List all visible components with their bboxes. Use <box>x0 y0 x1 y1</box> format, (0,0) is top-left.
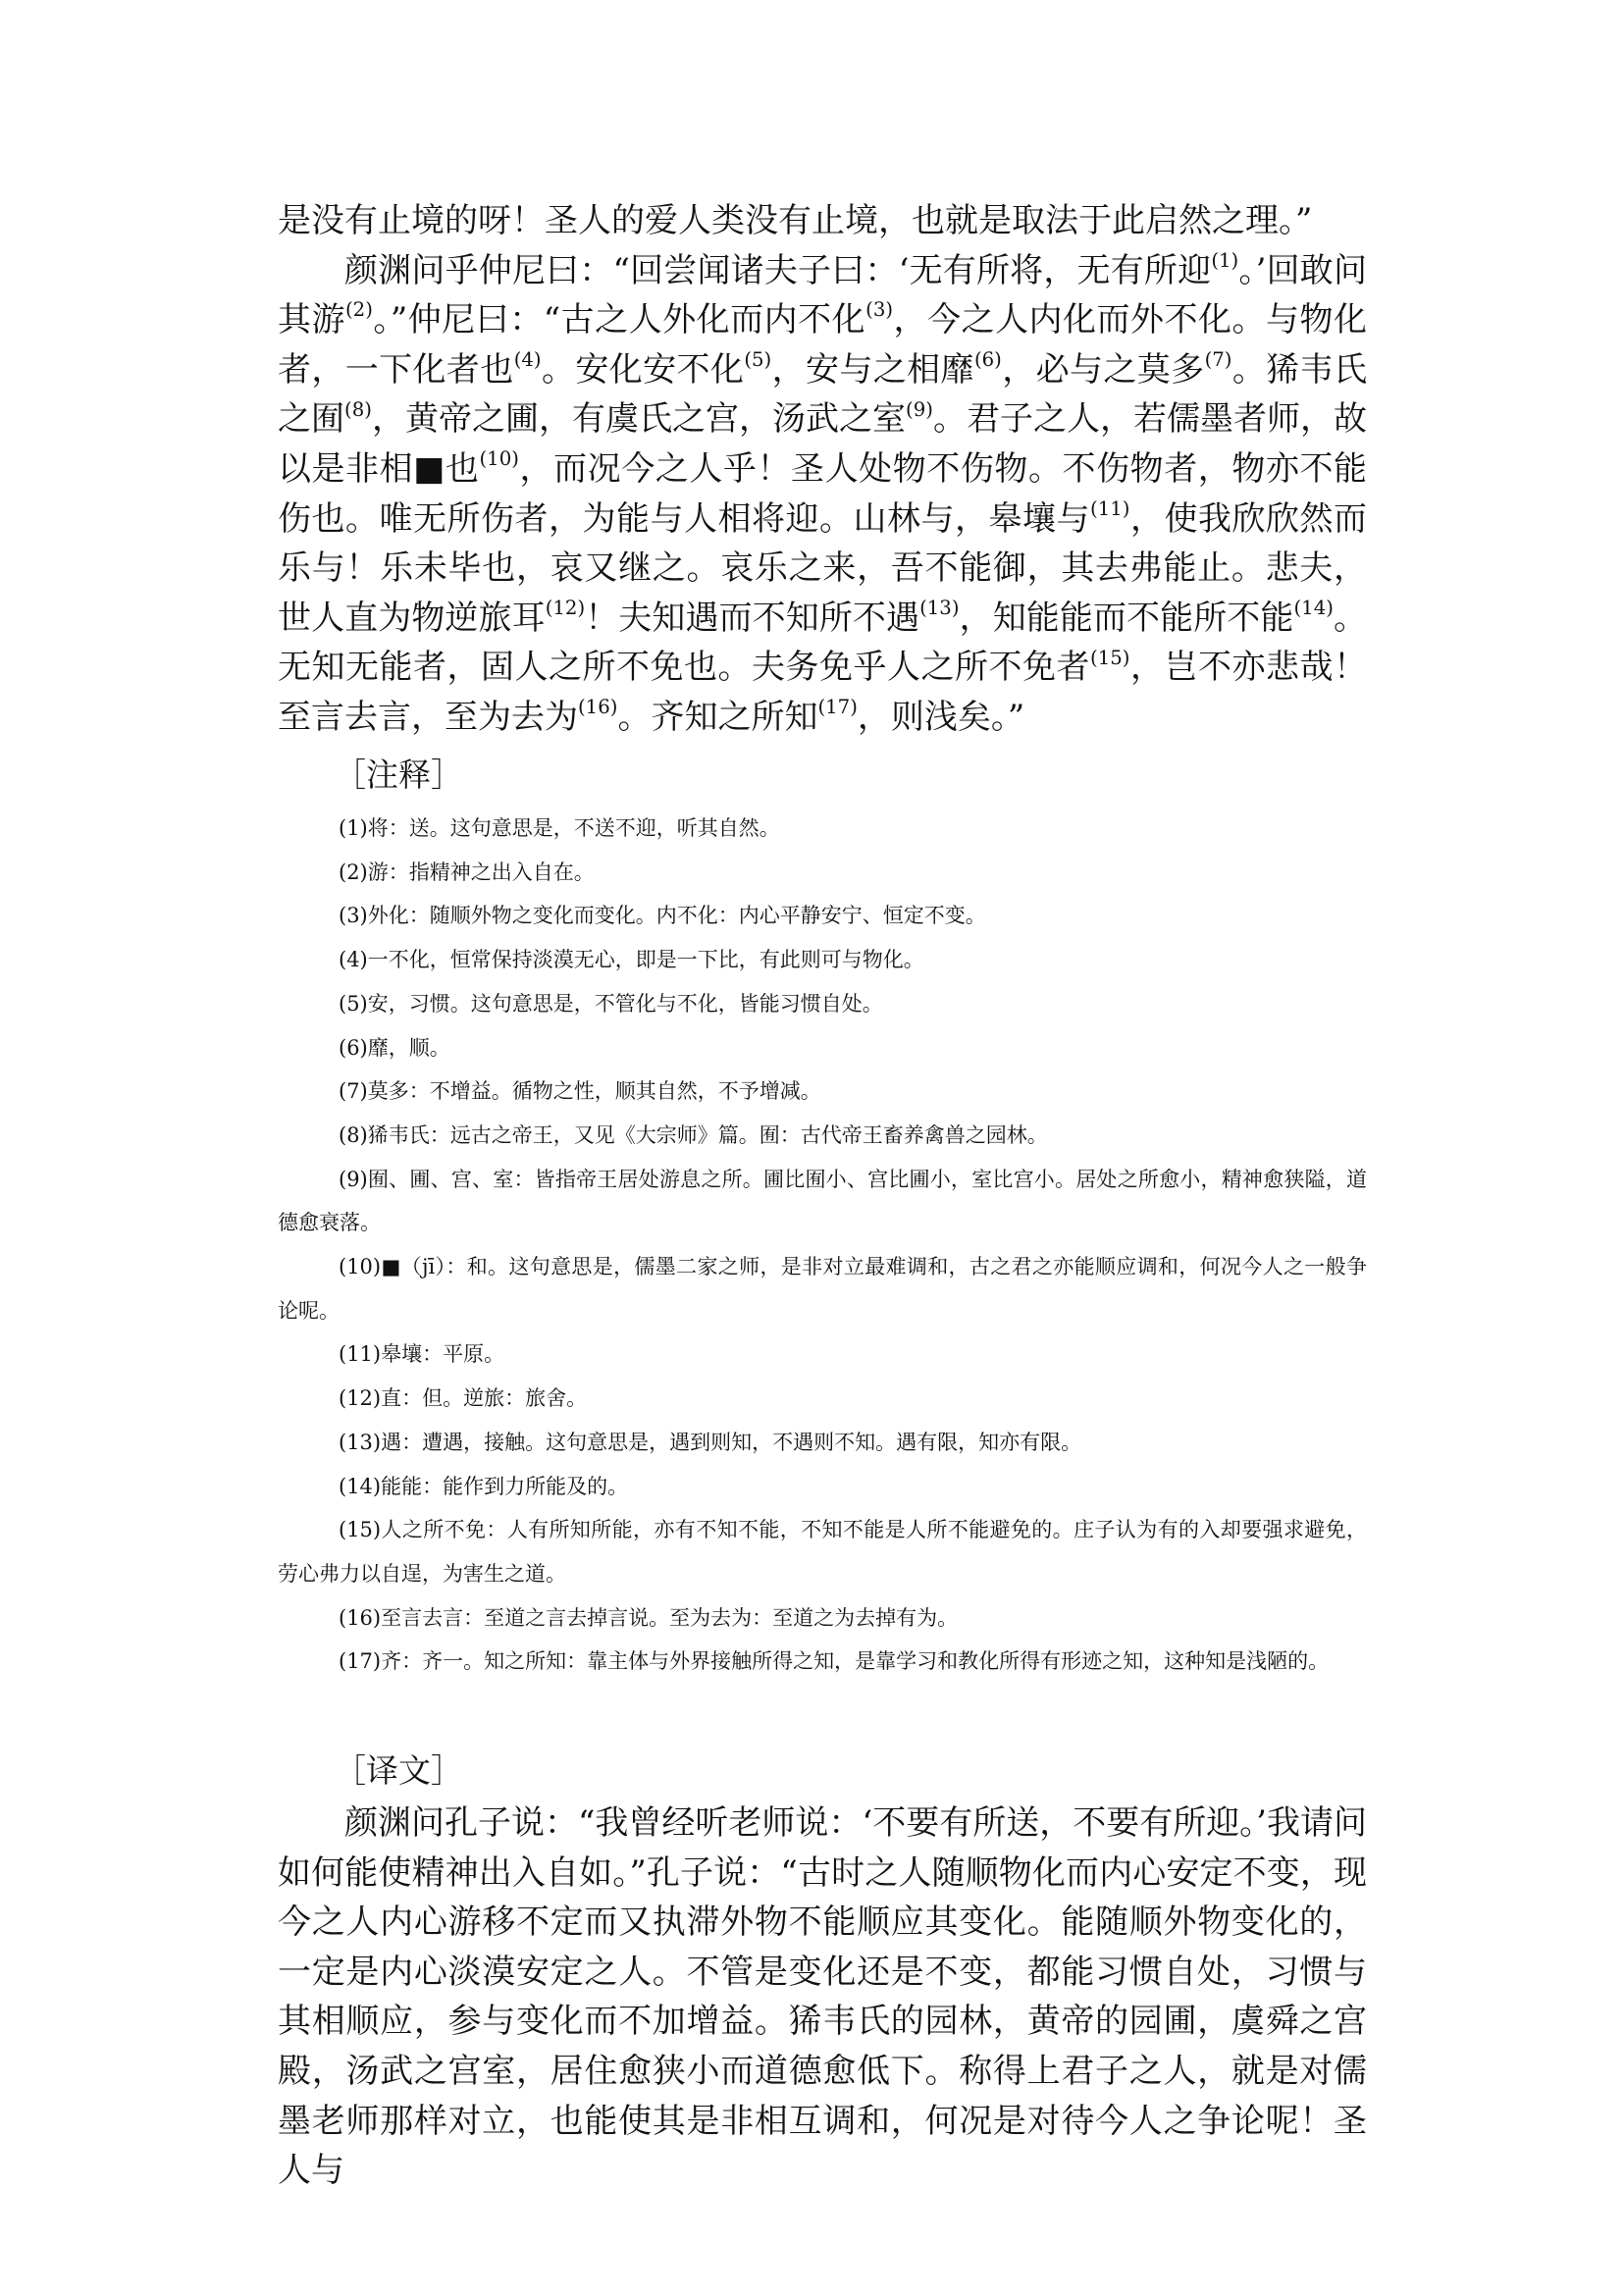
note-item: (13)遇：遭遇，接触。这句意思是，遇到则知，不遇则不知。遇有限，知亦有限。 <box>339 1430 1082 1454</box>
note-item: (15)人之所不免：人有所知所能，亦有不知不能，不知不能是人所不能避免的。庄子认为有的入却要强求避免，劳心弗力以自逞，为害生之道。 <box>278 1518 1367 1586</box>
note-item: (16)至言去言：至道之言去掉言说。至为去为：至道之为去掉有为。 <box>339 1605 959 1630</box>
note-item: (3)外化：随顺外物之变化而变化。内不化：内心平静安宁、恒定不变。 <box>339 904 986 928</box>
note-item: (10)■（jī）：和。这句意思是，儒墨二家之师，是非对立最难调和，古之君之亦能顺应调和，何况今人之一般争论呢。 <box>278 1255 1367 1323</box>
footnote-ref: (11) <box>1090 496 1130 520</box>
footnote-ref: (6) <box>973 348 1002 371</box>
translation-paragraph: 颜渊问孔子说：“我曾经听老师说：‘不要有所送，不要有所迎。’我请问如何能使精神出入自如。”孔子说：“古时之人随顺物化而内心安定不变，现今之人内心游移不定而又执滞外物不能顺应其变化。能随顺外物变化的，一定是内心淡漠安定之人。不管是变化还是不变，都能习惯自处，习惯与其相顺应，参与变化而不加增益。狶韦氏的园林，黄帝的园圃，虞舜之宫殿，汤武之宫室，居住愈狭小而道德愈低下。称得上君子之人，就是对儒墨老师那样对立，也能使其是非相互调和，何况是对待今人之争论呢！圣人与 <box>278 1803 1367 2191</box>
footnote-ref: (1) <box>1211 248 1239 272</box>
note-item: (8)狶韦氏：远古之帝王，又见《大宗师》篇。囿：古代帝王畜养禽兽之园林。 <box>339 1122 1048 1147</box>
footnote-ref: (5) <box>744 348 772 371</box>
footnote-ref: (14) <box>1293 596 1334 619</box>
footnote-ref: (2) <box>345 298 373 322</box>
note-item: (14)能能：能作到力所能及的。 <box>339 1474 629 1498</box>
note-item: (6)靡，顺。 <box>339 1035 450 1060</box>
passage <box>278 196 1367 743</box>
footnote-ref: (3) <box>865 298 894 322</box>
notes-list <box>278 807 1367 1684</box>
notes-heading: ［注释］ <box>334 756 463 794</box>
note-item: (2)游：指精神之出入自在。 <box>339 860 595 884</box>
footnote-ref: (7) <box>1204 348 1232 371</box>
translation-heading: ［译文］ <box>334 1751 463 1790</box>
footnote-ref: (4) <box>513 348 542 371</box>
note-item: (7)莫多：不增益。循物之性，顺其自然，不予增减。 <box>339 1079 821 1104</box>
note-item: (17)齐：齐一。知之所知：靠主体与外界接触所得之知，是靠学习和教化所得有形迹之知，这种知是浅陋的。 <box>339 1649 1330 1674</box>
passage-paragraph: 颜渊问乎仲尼曰：“回尝闻诸夫子曰：‘无有所将，无有所迎$^{(1)}$。’回敢问其游$^{(2)}$。”仲尼曰：“古之人外化而内不化$^{(3)}$，今之人内化而外不化。与物化者，一下化者也$^{(4)}$。安化安不化$^{(5)}$，安与之相靡$^{(6)}$，必与之莫多$^{(7)}$。狶韦氏之囿$^{(8)}$，黄帝之圃，有虞氏之宫，汤武之室$^{(9)}$。君子之人，若儒墨者师，故以是非相■也$^{(10)}$，而况今之人乎！圣人处物不伤物。不伤物者，物亦不能伤也。唯无所伤者，为能与人相将迎。山林与，皋壤与$^{(11)}$，使我欣欣然而乐与！乐未毕也，哀又继之。哀乐之来，吾不能御，其去弗能止。悲夫，世人直为物逆旅耳$^{(12)}$！夫知遇而不知所不遇$^{(13)}$，知能能而不能所不能$^{(14)}$。无知无能者，固人之所不免也。夫务免乎人之所不免者$^{(15)}$，岂不亦悲哉！至言去言，至为去为$^{(16)}$。齐知之所知$^{(17)}$，则浅矣。” <box>278 248 1368 737</box>
footnote-ref: (15) <box>1090 646 1130 669</box>
footnote-ref: (16) <box>578 696 618 719</box>
note-item: (4)一不化，恒常保持淡漠无心，即是一下比，有此则可与物化。 <box>339 948 924 972</box>
translation <box>278 1799 1367 2196</box>
passage-continuation-line: 是没有止境的呀！圣人的爱人类没有止境，也就是取法于此启然之理。” <box>278 201 1313 240</box>
note-item: (9)囿、圃、宫、室：皆指帝王居处游息之所。圃比囿小、宫比圃小，室比宫小。居处之所愈小，精神愈狭隘，道德愈衰落。 <box>278 1167 1367 1235</box>
footnote-ref: (17) <box>817 696 858 719</box>
footnote-ref: (8) <box>344 397 372 421</box>
footnote-ref: (12) <box>545 596 586 619</box>
footnote-ref: (10) <box>479 447 519 471</box>
footnote-ref: (9) <box>906 397 933 421</box>
note-item: (12)直：但。逆旅：旅舍。 <box>339 1386 588 1411</box>
note-item: (5)安，习惯。这句意思是，不管化与不化，皆能习惯自处。 <box>339 991 883 1016</box>
note-item: (11)皋壤：平原。 <box>339 1342 505 1367</box>
footnote-ref: (13) <box>919 596 960 619</box>
note-item: (1)将：送。这句意思是，不送不迎，听其自然。 <box>339 816 780 840</box>
